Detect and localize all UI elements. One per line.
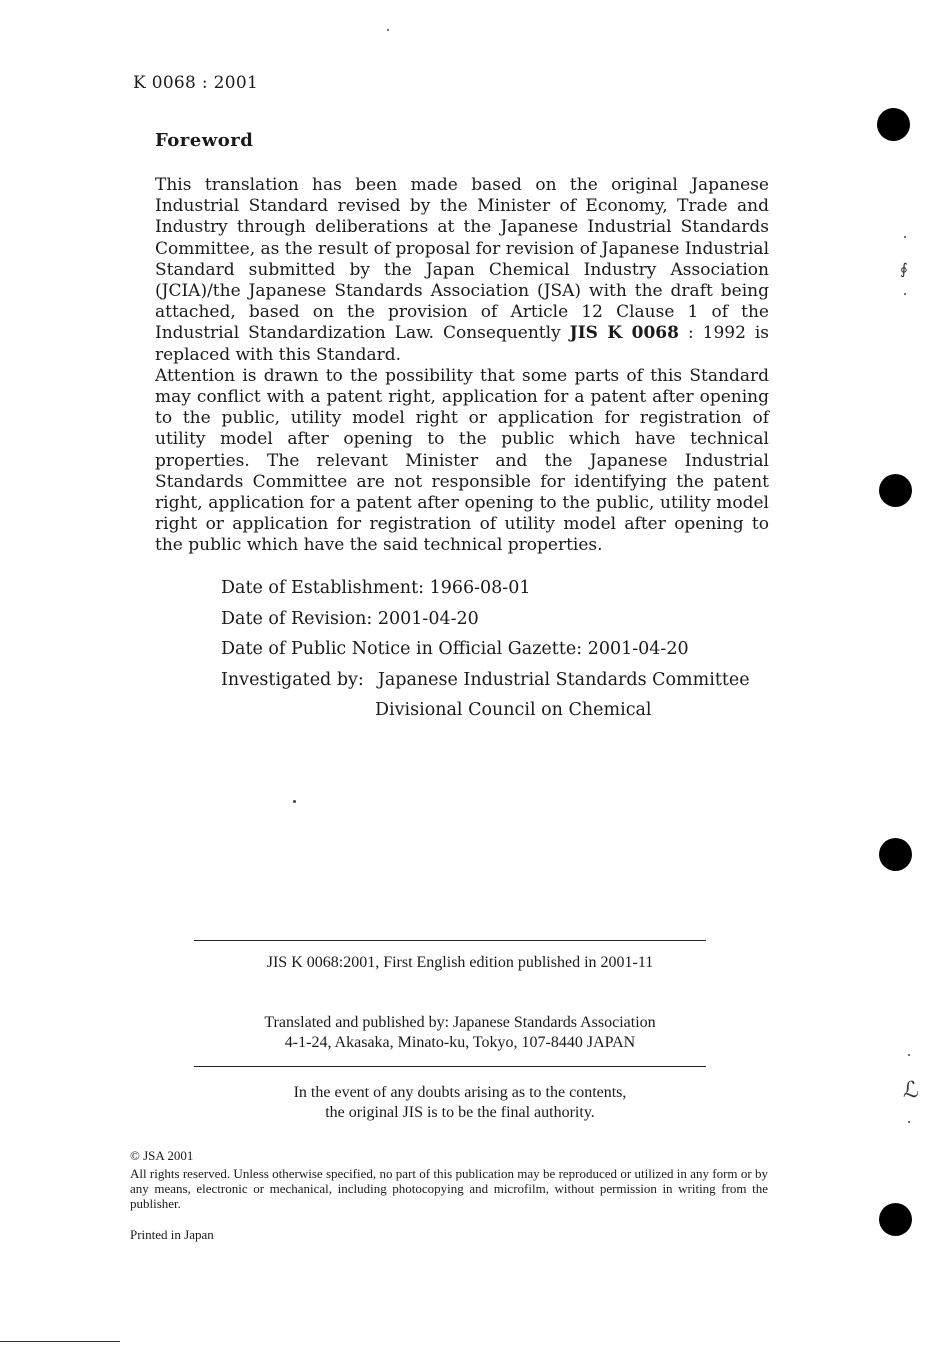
revision-row [221, 604, 750, 635]
binder-hole-3 [879, 838, 912, 871]
foreword-text: This translation has been made based on the original Japanese Industrial Standard revised by the Minister of Economy, Trade and Industry through deliberations at the Japanese Industrial Standards Committee, as the result of proposal for revision of Japanese Industrial Standard submitted by the Japan Chemical Industry Association (JCIA)/the Japanese Standards Association (JSA) with the draft being attached, based on the provision of Article 12 Clause 1 of the Industrial Standardization Law. Consequently [155, 175, 769, 344]
document-code: K 0068 : 2001 [133, 73, 259, 93]
binder-hole-2 [879, 474, 912, 507]
publisher-line-2: 4-1-24, Akasaka, Minato-ku, Tokyo, 107-8440 JAPAN [284, 1034, 636, 1051]
scan-speck [908, 1054, 910, 1056]
edition-line: JIS K 0068:2001, First English edition published in 2001-11 [266, 954, 654, 971]
copyright-line: © JSA 2001 [130, 1148, 194, 1163]
scan-speck [908, 1121, 910, 1123]
scan-speck [904, 236, 906, 238]
foreword-text: : 1992 is replaced with this Standard. [155, 323, 770, 365]
scan-speck [904, 293, 906, 295]
gazette-value: 2001-04-20 [587, 639, 689, 659]
foreword-paragraph-2: Attention is drawn to the possibility that some parts of this Standard may conflict with a patent right, application for a patent after opening to the public, utility model right or application for registration of utility model after opening to the public which have technical properties. The relevant Minister and the Japanese Industrial Standards Committee are not responsible for identifying the patent right, application for a patent after opening to the public, utility model right or application for registration of utility model after opening to the public which have the said technical properties. [155, 365, 769, 556]
bottom-left-rule [0, 1341, 120, 1342]
binder-hole-1 [877, 108, 910, 141]
binder-hole-4 [879, 1203, 912, 1236]
dates-block [221, 573, 750, 726]
standard-reference: JIS K 0068 [569, 323, 679, 344]
scan-speck [293, 800, 296, 803]
publication-rule-bottom [194, 1066, 706, 1067]
rights-statement: All rights reserved. Unless otherwise specified, no part of this publication may be reproduced or utilized in any form or by any means, electronic or mechanical, including photocopying and microfilm, without permission in writing from the publisher. [130, 1166, 768, 1211]
investigated-value-2: Divisional Council on Chemical [375, 700, 652, 720]
authority-line-1: In the event of any doubts arising as to the contents, [293, 1084, 627, 1101]
foreword-body [155, 175, 769, 557]
publication-rule-top [194, 940, 706, 941]
revision-label: Date of Revision: [221, 608, 373, 629]
revision-value: 2001-04-20 [377, 608, 479, 629]
printed-in: Printed in Japan [130, 1227, 214, 1242]
publisher-line-1: Translated and published by: Japanese Standards Association [264, 1014, 656, 1031]
foreword-paragraph-1 [155, 175, 769, 366]
establishment-value: 1966-08-01 [429, 578, 531, 598]
establishment-row [221, 573, 750, 604]
scan-speck [387, 29, 389, 31]
gazette-label: Date of Public Notice in Official Gazette: [221, 639, 583, 659]
investigated-value-1: Japanese Industrial Standards Committee [377, 669, 750, 690]
foreword-title: Foreword [155, 130, 254, 151]
scan-mark: ∮ [900, 260, 908, 278]
investigated-row [221, 665, 750, 696]
scan-mark: ℒ [903, 1078, 919, 1103]
establishment-label: Date of Establishment: [221, 578, 425, 598]
investigated-label: Investigated by: [221, 669, 364, 690]
gazette-row [221, 634, 750, 665]
authority-line-2: the original JIS is to be the final authority. [325, 1104, 595, 1121]
